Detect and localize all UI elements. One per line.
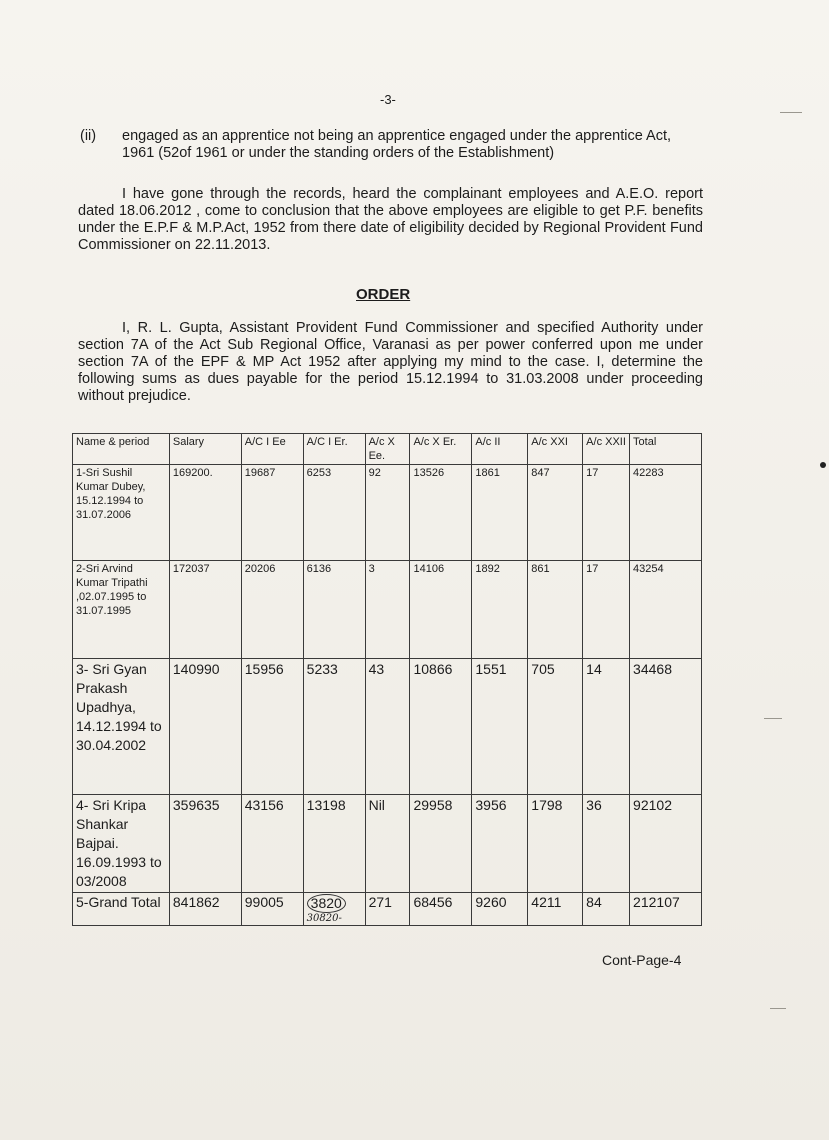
table-cell: 42283 <box>630 465 702 561</box>
table-cell: 14106 <box>410 561 472 659</box>
table-cell: 841862 <box>169 893 241 926</box>
table-row <box>73 659 702 795</box>
table-cell: 13526 <box>410 465 472 561</box>
table-cell: 6253 <box>303 465 365 561</box>
table-cell: 99005 <box>241 893 303 926</box>
header-cell: A/c II <box>472 434 528 465</box>
table-cell: 36 <box>583 795 630 893</box>
findings-paragraph: I have gone through the records, heard the complainant employees and A.E.O. report dated 18.06.2012 , come to conclusion that the above employees are eligible to get P.F. benefits under the E.P.F & M.P.Act, 1952 from there date of eligibility decided by Regional Provident Fund Commissioner on 22.11.2013. <box>78 186 703 253</box>
table-cell: 861 <box>528 561 583 659</box>
table-cell: 705 <box>528 659 583 795</box>
table-cell: 172037 <box>169 561 241 659</box>
header-cell: A/c X Er. <box>410 434 472 465</box>
header-cell: A/C I Ee <box>241 434 303 465</box>
table-cell: 6136 <box>303 561 365 659</box>
table-cell: 3956 <box>472 795 528 893</box>
table-row <box>73 795 702 893</box>
scan-mark <box>780 112 802 113</box>
header-cell: A/C I Er. <box>303 434 365 465</box>
table-cell: 92 <box>365 465 410 561</box>
header-cell: A/c XXI <box>528 434 583 465</box>
table-cell: 20206 <box>241 561 303 659</box>
scan-mark <box>820 462 826 468</box>
table-cell: 1-Sri Sushil Kumar Dubey, 15.12.1994 to 31.07.2006 <box>73 465 170 561</box>
table-row <box>73 561 702 659</box>
table-row <box>73 465 702 561</box>
table-cell: 10866 <box>410 659 472 795</box>
table-cell: 43 <box>365 659 410 795</box>
table-cell: 169200. <box>169 465 241 561</box>
table-cell: 13198 <box>303 795 365 893</box>
clause-ii <box>80 128 705 162</box>
table-cell: 17 <box>583 465 630 561</box>
grand-total-row <box>73 893 702 926</box>
table-cell: 3- Sri Gyan Prakash Upadhya, 14.12.1994 to 30.04.2002 <box>73 659 170 795</box>
header-cell: Name & period <box>73 434 170 465</box>
clause-text: engaged as an apprentice not being an apprentice engaged under the apprentice Act, 1961 (52of 1961 or under the standing orders of the Establishment) <box>122 128 672 161</box>
table-cell: 15956 <box>241 659 303 795</box>
table-cell: 2-Sri Arvind Kumar Tripathi ,02.07.1995 to 31.07.1995 <box>73 561 170 659</box>
order-heading: ORDER <box>356 286 411 303</box>
table-cell: 1861 <box>472 465 528 561</box>
table-cell: 3 <box>365 561 410 659</box>
handwritten-correction: 30820- <box>306 913 342 924</box>
table-cell: 359635 <box>169 795 241 893</box>
table-cell: 43156 <box>241 795 303 893</box>
table-cell: 212107 <box>630 893 702 926</box>
table-cell: 1551 <box>472 659 528 795</box>
continuation-note: Cont-Page-4 <box>602 952 682 968</box>
table-cell: 92102 <box>630 795 702 893</box>
header-cell: Total <box>630 434 702 465</box>
table-cell: 19687 <box>241 465 303 561</box>
table-cell: 5233 <box>303 659 365 795</box>
table-cell <box>303 893 365 926</box>
table-cell: 4211 <box>528 893 583 926</box>
dues-table <box>72 433 702 926</box>
table-cell: Nil <box>365 795 410 893</box>
table-cell: 14 <box>583 659 630 795</box>
table-cell: 29958 <box>410 795 472 893</box>
scan-mark <box>764 718 782 719</box>
table-cell: 1892 <box>472 561 528 659</box>
table-cell: 68456 <box>410 893 472 926</box>
table-cell: 17 <box>583 561 630 659</box>
table-cell: 34468 <box>630 659 702 795</box>
table-cell: 1798 <box>528 795 583 893</box>
clause-marker: (ii) <box>80 128 97 144</box>
table-cell: 4- Sri Kripa Shankar Bajpai. 16.09.1993 to 03/2008 <box>73 795 170 893</box>
header-cell: A/c X Ee. <box>365 434 410 465</box>
header-cell: Salary <box>169 434 241 465</box>
table-cell: 140990 <box>169 659 241 795</box>
header-cell: A/c XXII <box>583 434 630 465</box>
table-cell: 84 <box>583 893 630 926</box>
table-cell: 9260 <box>472 893 528 926</box>
order-paragraph: I, R. L. Gupta, Assistant Provident Fund Commissioner and specified Authority under section 7A of the Act Sub Regional Office, Varanasi as per power conferred upon me under section 7A of the EPF & MP Act 1952 after applying my mind to the case. I, determine the following sums as dues payable for the period 15.12.1994 to 31.03.2008 under proceeding without prejudice. <box>78 320 703 404</box>
table-cell: 271 <box>365 893 410 926</box>
scan-mark <box>770 1008 786 1009</box>
table-cell: 5-Grand Total <box>73 893 170 926</box>
table-cell: 847 <box>528 465 583 561</box>
page-number: -3- <box>380 92 396 107</box>
table-cell: 43254 <box>630 561 702 659</box>
table-header-row <box>73 434 702 465</box>
circled-value: 3820 <box>307 894 346 913</box>
